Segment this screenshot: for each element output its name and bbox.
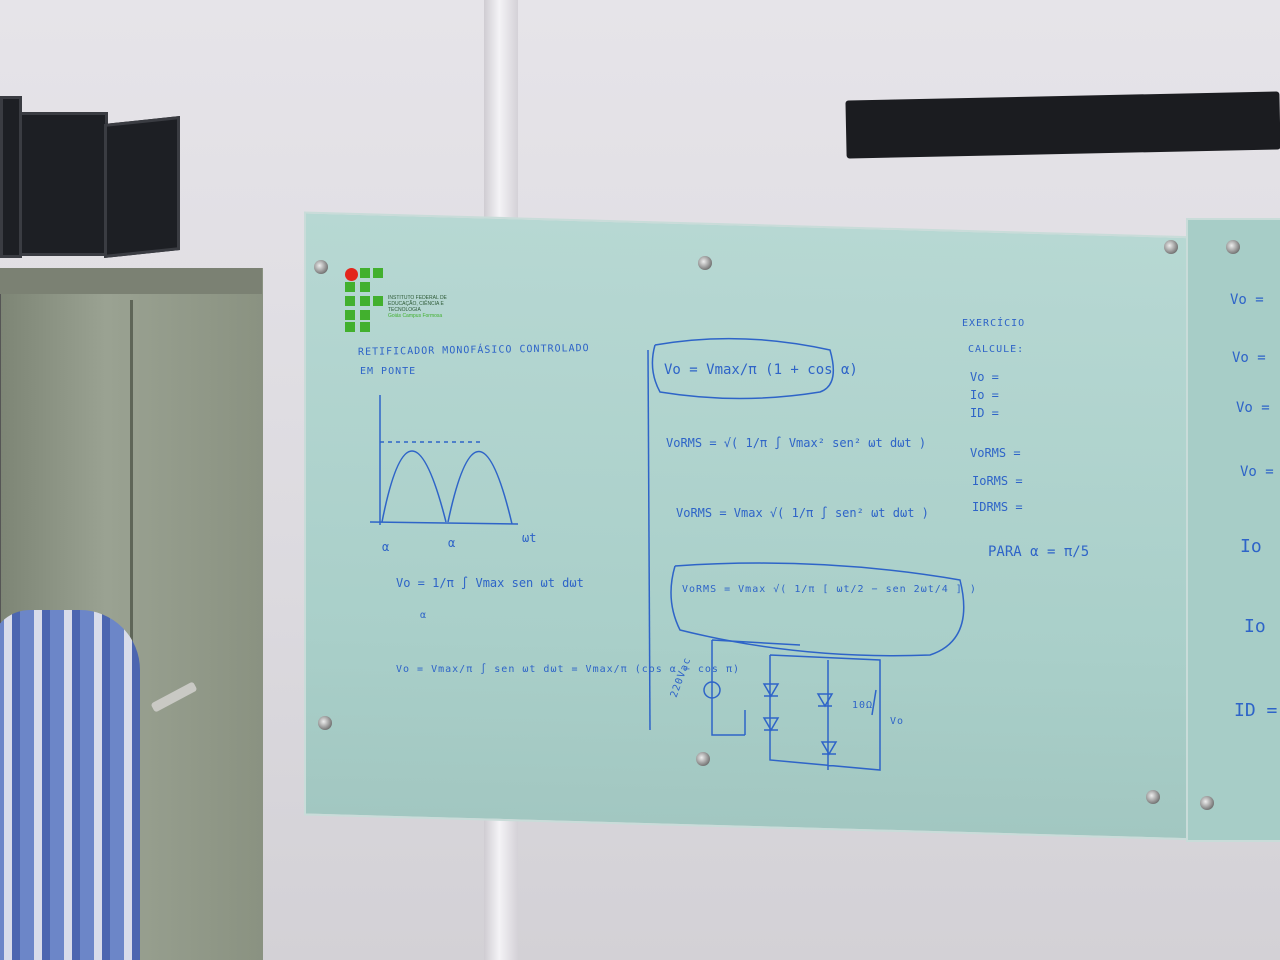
exercise-item-iorms: IoRMS =	[972, 474, 1023, 488]
right-board-item: Vo =	[1240, 464, 1274, 480]
rms-box-outline	[671, 563, 964, 656]
waveform-x-axis	[370, 522, 518, 524]
eq-rms-2: VoRMS = Vmax √( 1/π ∫ sen² ωt dωt )	[676, 506, 929, 520]
waveform-arch-1	[382, 451, 446, 522]
exercise-item-vorms: VoRMS =	[970, 446, 1021, 460]
person-plaid-shirt	[0, 610, 140, 960]
eq-rms-3: VoRMS = Vmax √( 1/π [ ωt/2 − sen 2ωt/4 ] )	[682, 584, 977, 595]
logo-institution: INSTITUTO FEDERAL DE EDUCAÇÃO, CIÊNCIA E TECNOLOGIA	[388, 295, 447, 313]
eq-vo-average: Vo = 1/π ∫ Vmax sen ωt dωt	[396, 576, 584, 590]
board-title-line2: EM PONTE	[360, 366, 417, 377]
eq-boxed-result: Vo = Vmax/π (1 + cos α)	[664, 362, 858, 378]
eq-vo-result: Vo = Vmax/π ∫ sen ωt dωt = Vmax/π (cos α − cos π)	[396, 664, 741, 675]
exercise-item-idrms: IDRMS =	[972, 500, 1023, 514]
circuit-load-label: 10Ω	[852, 700, 874, 711]
right-board-item: Vo =	[1236, 400, 1270, 416]
scr-symbol	[822, 742, 836, 754]
alpha-label-1: α	[382, 540, 390, 554]
eq-vo-lower-limit: α	[420, 610, 428, 621]
alpha-label-2: α	[448, 536, 456, 550]
right-board-item: Io	[1244, 616, 1266, 637]
right-board-item: ID =	[1234, 700, 1278, 721]
board-title-line1: RETIFICADOR MONOFÁSICO CONTROLADO	[357, 342, 590, 359]
scr-symbol	[764, 718, 778, 730]
exercise-subtitle: CALCULE:	[968, 344, 1025, 355]
right-board-item: Vo =	[1230, 292, 1264, 308]
exercise-item-id: ID =	[970, 406, 999, 420]
scr-symbol	[818, 694, 832, 706]
exercise-item-vo: Vo =	[970, 370, 999, 384]
exercise-item-io: Io =	[970, 388, 999, 402]
scr-symbol	[764, 684, 778, 696]
logo-campus: Goiás Campus Formosa	[388, 313, 443, 319]
axis-label-wt: ωt	[522, 531, 537, 545]
exercise-title: EXERCÍCIO	[962, 318, 1026, 329]
exercise-given: PARA α = π/5	[988, 544, 1090, 560]
right-board-item: Io	[1240, 536, 1262, 557]
waveform-arch-2	[448, 451, 512, 524]
circuit-vo-label: Vo	[890, 716, 905, 727]
circuit-source-label: 220Vac	[668, 655, 694, 700]
eq-rms-1: VoRMS = √( 1/π ∫ Vmax² sen² ωt dωt )	[666, 436, 927, 450]
right-board-item: Vo =	[1232, 350, 1266, 366]
